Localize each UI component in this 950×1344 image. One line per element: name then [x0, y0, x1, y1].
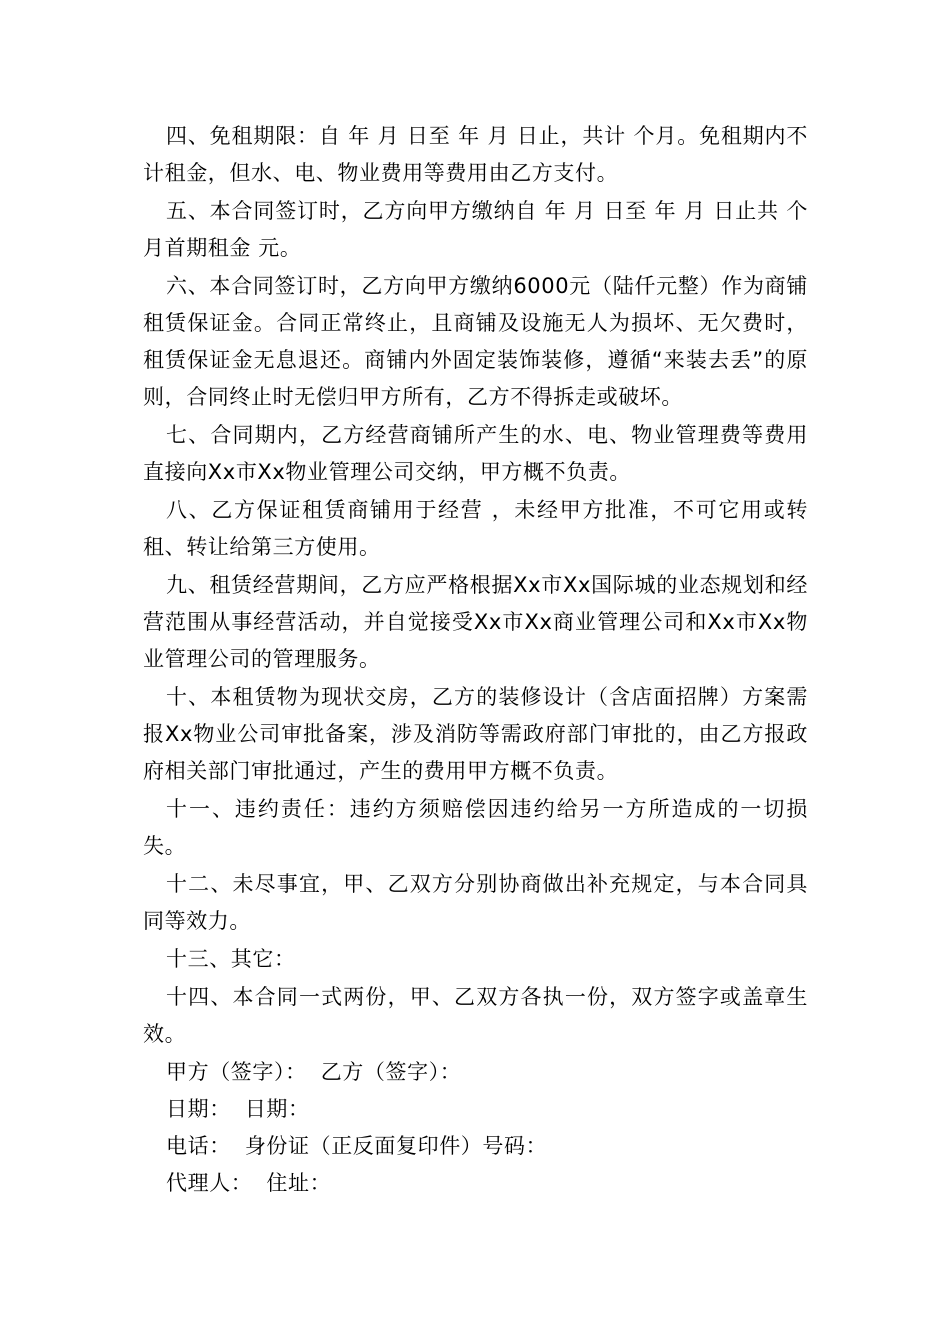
date-row — [143, 1091, 808, 1128]
clause-12: 十二、未尽事宜，甲、乙双方分别协商做出补充规定，与本合同具同等效力。 — [143, 872, 808, 933]
phone-row — [143, 1128, 808, 1165]
agent-label: 代理人： — [166, 1171, 253, 1195]
contract-page — [143, 118, 808, 1202]
clause-14: 十四、本合同一式两份，甲、乙双方各执一份，双方签字或盖章生效。 — [143, 985, 808, 1046]
signature-row — [143, 1054, 808, 1091]
party-a-date-label: 日期： — [166, 1097, 231, 1121]
clause-8: 八、乙方保证租赁商铺用于经营 ，未经甲方批准，不可它用或转租、转让给第三方使用。 — [143, 498, 808, 559]
party-b-signature-label: 乙方（签字）： — [320, 1060, 462, 1084]
clause-9: 九、租赁经营期间，乙方应严格根据Xx市Xx国际城的业态规划和经营范围从事经营活动，并自觉接受Xx市Xx商业管理公司和Xx市Xx物业管理公司的管理服务。 — [143, 573, 808, 671]
clause-10: 十、本租赁物为现状交房，乙方的装修设计（含店面招牌）方案需报Xx物业公司审批备案，涉及消防等需政府部门审批的，由乙方报政府相关部门审批通过，产生的费用甲方概不负责。 — [143, 685, 808, 783]
phone-label: 电话： — [166, 1134, 231, 1158]
address-label: 住址： — [266, 1171, 332, 1195]
party-a-signature-label: 甲方（签字）： — [166, 1060, 307, 1084]
clause-4: 四、免租期限：自 年 月 日至 年 月 日止，共计 个月。免租期内不计租金，但水、电、物业费用等费用由乙方支付。 — [143, 124, 808, 185]
clause-6: 六、本合同签订时，乙方向甲方缴纳6000元（陆仟元整）作为商铺租赁保证金。合同正常终止，且商铺及设施无人为损坏、无欠费时，租赁保证金无息退还。商铺内外固定装饰装修，遵循“来装去丢”的原则，合同终止时无偿归甲方所有，乙方不得拆走或破坏。 — [143, 274, 808, 409]
party-b-date-label: 日期： — [244, 1097, 310, 1121]
clause-13: 十三、其它： — [166, 947, 296, 971]
agent-row — [143, 1165, 808, 1202]
clause-7: 七、合同期内，乙方经营商铺所产生的水、电、物业管理费等费用直接向Xx市Xx物业管理公司交纳，甲方概不负责。 — [143, 423, 808, 484]
clause-5: 五、本合同签订时，乙方向甲方缴纳自 年 月 日至 年 月 日止共 个月首期租金 元。 — [143, 199, 808, 260]
clause-11: 十一、违约责任：违约方须赔偿因违约给另一方所造成的一切损失。 — [143, 797, 808, 858]
id-card-label: 身份证（正反面复印件）号码： — [244, 1134, 548, 1158]
